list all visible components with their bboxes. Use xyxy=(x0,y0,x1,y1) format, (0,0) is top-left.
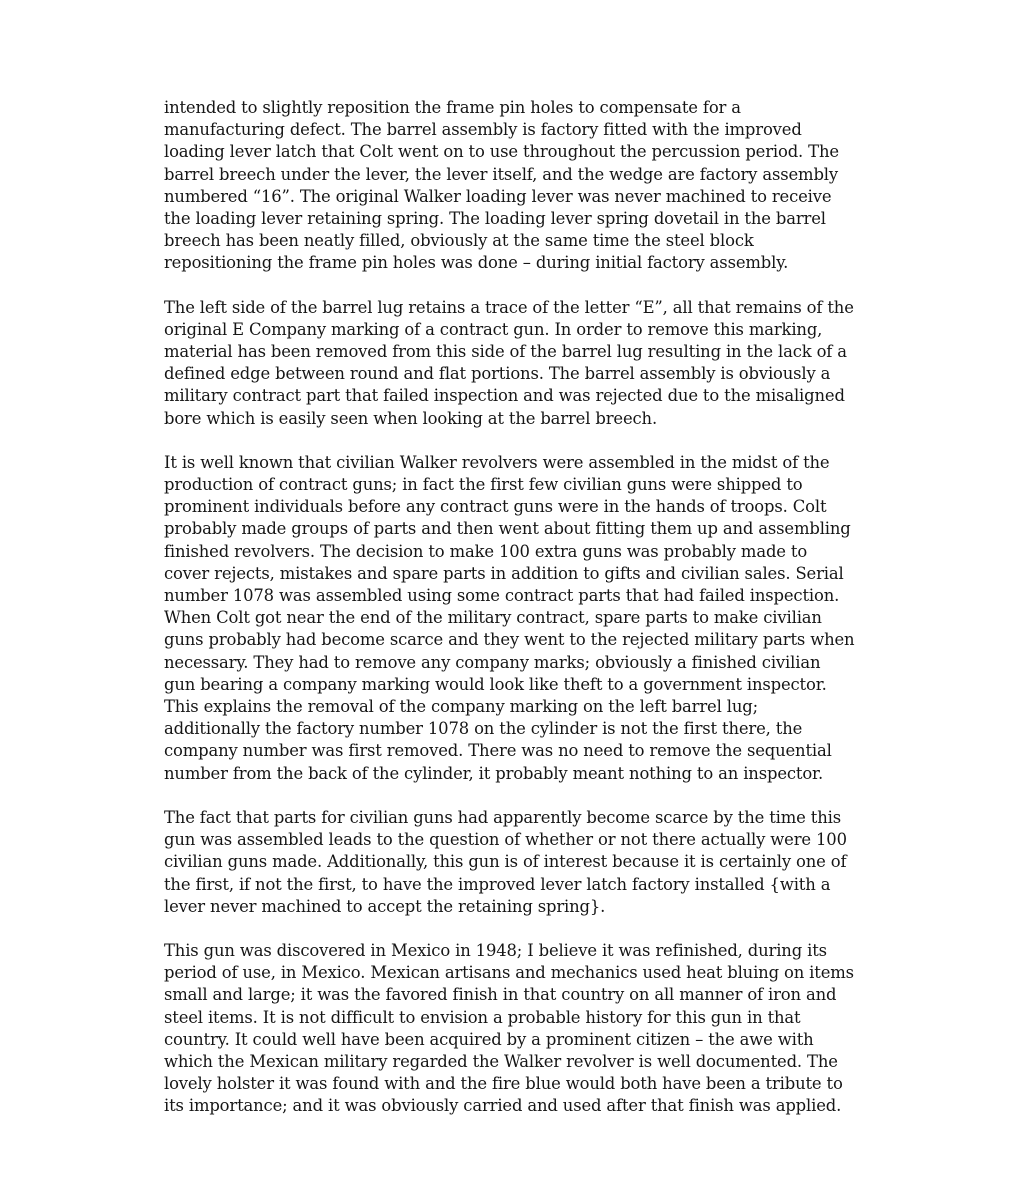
text-line: cover rejects, mistakes and spare parts in addition to gifts and civilian sales. Serial xyxy=(164,563,844,583)
text-line: numbered “16”. The original Walker loading lever was never machined to receive xyxy=(164,186,832,206)
text-line: loading lever latch that Colt went on to use throughout the percussion period. The xyxy=(164,142,839,162)
text-line: civilian guns made. Additionally, this gun is of interest because it is certainly one of xyxy=(164,852,847,872)
paragraph-3 xyxy=(164,452,855,785)
text-line: the loading lever retaining spring. The loading lever spring dovetail in the barrel xyxy=(164,209,826,229)
text-line: When Colt got near the end of the military contract, spare parts to make civilian xyxy=(164,608,822,628)
text-line: repositioning the frame pin holes was done – during initial factory assembly. xyxy=(164,253,789,273)
text-line: probably made groups of parts and then went about fitting them up and assembling xyxy=(164,519,851,539)
text-line: finished revolvers. The decision to make 100 extra guns was probably made to xyxy=(164,541,808,561)
body-text xyxy=(164,97,855,1140)
text-line: its importance; and it was obviously carried and used after that finish was applied. xyxy=(164,1096,842,1116)
text-line: gun bearing a company marking would look like theft to a government inspector. xyxy=(164,674,827,694)
text-line: intended to slightly reposition the frame pin holes to compensate for a xyxy=(164,98,741,117)
text-line: It is well known that civilian Walker revolvers were assembled in the midst of the xyxy=(164,452,830,472)
text-line: lovely holster it was found with and the fire blue would both have been a tribute to xyxy=(164,1074,843,1094)
text-line: original E Company marking of a contract gun. In order to remove this marking, xyxy=(164,319,823,339)
text-line: This explains the removal of the company marking on the left barrel lug; xyxy=(164,697,758,717)
text-line: The left side of the barrel lug retains a trace of the letter “E”, all that remains of the xyxy=(164,297,854,317)
text-line: company number was first removed. There was no need to remove the sequential xyxy=(164,741,832,761)
text-line: the first, if not the first, to have the improved lever latch factory installed {with a xyxy=(164,874,831,894)
text-line: which the Mexican military regarded the Walker revolver is well documented. The xyxy=(164,1051,838,1071)
text-line: period of use, in Mexico. Mexican artisans and mechanics used heat bluing on items xyxy=(164,963,854,983)
paragraph-1 xyxy=(164,97,844,275)
text-line: lever never machined to accept the retaining spring}. xyxy=(164,896,606,916)
text-line: bore which is easily seen when looking at the barrel breech. xyxy=(164,408,658,428)
text-line: military contract part that failed inspection and was rejected due to the misaligned xyxy=(164,386,845,406)
text-line: production of contract guns; in fact the first few civilian guns were shipped to xyxy=(164,475,803,495)
text-line: prominent individuals before any contract guns were in the hands of troops. Colt xyxy=(164,497,827,517)
paragraph-2 xyxy=(164,297,854,430)
text-line: small and large; it was the favored finish in that country on all manner of iron and xyxy=(164,985,837,1005)
paragraph-4 xyxy=(164,807,847,918)
text-line: material has been removed from this side of the barrel lug resulting in the lack of a xyxy=(164,342,847,362)
text-line: necessary. They had to remove any company marks; obviously a finished civilian xyxy=(164,652,821,672)
text-line: number from the back of the cylinder, it probably meant nothing to an inspector. xyxy=(164,763,823,783)
text-line: This gun was discovered in Mexico in 1948; I believe it was refinished, during its xyxy=(164,940,827,960)
text-line: manufacturing defect. The barrel assembly is factory fitted with the improved xyxy=(164,120,802,140)
text-line: number 1078 was assembled using some contract parts that had failed inspection. xyxy=(164,586,840,606)
text-line: defined edge between round and flat portions. The barrel assembly is obviously a xyxy=(164,364,831,384)
text-line: gun was assembled leads to the question of whether or not there actually were 100 xyxy=(164,830,847,850)
text-line: country. It could well have been acquired by a prominent citizen – the awe with xyxy=(164,1029,814,1049)
paragraph-5 xyxy=(164,940,854,1118)
text-line: barrel breech under the lever, the lever itself, and the wedge are factory assembly xyxy=(164,164,838,184)
text-line: additionally the factory number 1078 on the cylinder is not the first there, the xyxy=(164,719,803,739)
text-line: The fact that parts for civilian guns had apparently become scarce by the time this xyxy=(164,807,841,827)
text-line: guns probably had become scarce and they went to the rejected military parts when xyxy=(164,630,855,650)
text-line: steel items. It is not difficult to envision a probable history for this gun in that xyxy=(164,1007,801,1027)
text-line: breech has been neatly filled, obviously at the same time the steel block xyxy=(164,231,754,251)
